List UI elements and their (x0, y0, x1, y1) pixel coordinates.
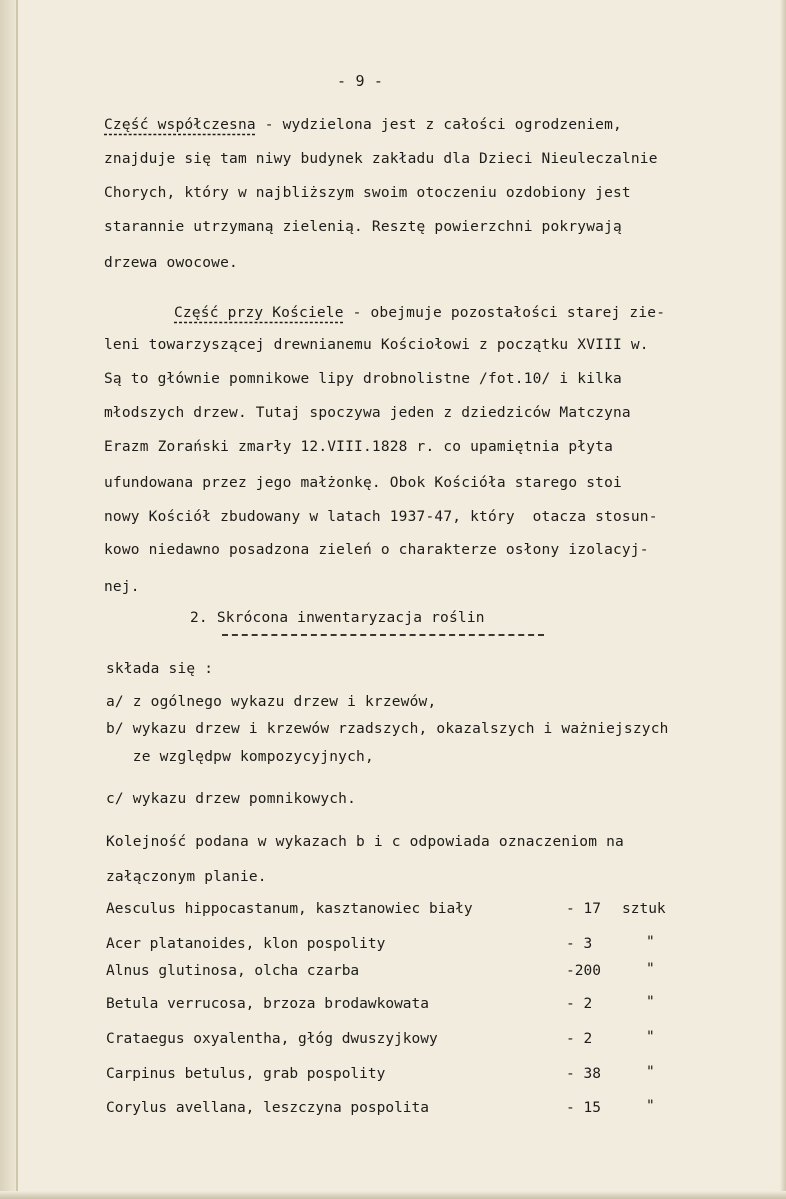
paragraph-1-line-5: drzewa owocowe. (104, 255, 238, 271)
inventory-unit: " (646, 934, 655, 950)
page-right-edge (780, 0, 786, 1199)
paragraph-2-line-8: kowo niedawno posadzona zieleń o charakterze osłony izolacyj- (104, 542, 649, 558)
inventory-name: Betula verrucosa, brzoza brodawkowata (106, 996, 430, 1012)
inventory-name: Corylus avellana, leszczyna pospolita (106, 1100, 430, 1116)
consists-line: składa się : (106, 661, 214, 677)
paragraph-1-heading: Część współczesna (104, 117, 256, 133)
paragraph-2-line-2: leni towarzyszącej drewnianemu Kościołowi z początku XVIII w. (104, 337, 649, 353)
paragraph-2-line-5: Erazm Zorański zmarły 12.VIII.1828 r. co upamiętnia płyta (104, 439, 613, 455)
inventory-name: Alnus glutinosa, olcha czarba (106, 963, 360, 979)
paragraph-2-line-9: nej. (104, 579, 140, 595)
inventory-name: Crataegus oxyalentha, głóg dwuszyjkowy (106, 1031, 438, 1047)
inventory-qty: - 17 (566, 901, 601, 917)
inventory-unit: " (646, 1029, 655, 1045)
section-2-heading (190, 609, 485, 627)
list-item-a: a/ z ogólnego wykazu drzew i krzewów, (106, 694, 437, 710)
page-number: - 9 - (337, 72, 384, 90)
section-2-underline (222, 634, 544, 636)
paragraph-2-line-7: nowy Kościół zbudowany w latach 1937-47, który otacza stosun- (104, 509, 658, 525)
paragraph-2-line-3: Są to głównie pomnikowe lipy drobnolistne /fot.10/ i kilka (104, 371, 622, 387)
page-bottom-edge (0, 1191, 786, 1199)
inventory-unit: " (646, 1064, 655, 1080)
paragraph-1-line-1: Część współczesna - wydzielona jest z całości ogrodzeniem, (104, 117, 622, 133)
list-item-c: c/ wykazu drzew pomnikowych. (106, 791, 357, 807)
inventory-qty: - 2 (566, 996, 593, 1012)
list-item-b-line-2: ze względpw kompozycyjnych, (106, 749, 374, 765)
inventory-qty: - 15 (566, 1100, 601, 1116)
inventory-qty: - 3 (566, 936, 593, 952)
inventory-name: Acer platanoides, klon pospolity (106, 936, 386, 952)
paragraph-2-line-4: młodszych drzew. Tutaj spoczywa jeden z dziedziców Matczyna (104, 405, 631, 421)
section-2-title: Skrócona inwentaryzacja roślin (216, 610, 485, 626)
paragraph-2-line-1: Część przy Kościele - obejmuje pozostałości starej zie- (174, 305, 666, 321)
paragraph-1-line-4: starannie utrzymaną zielenią. Resztę powierzchni pokrywają (104, 219, 622, 235)
inventory-name: Aesculus hippocastanum, kasztanowiec biały (106, 901, 473, 917)
binding-fold (16, 0, 18, 1199)
inventory-qty: -200 (566, 963, 601, 979)
inventory-unit: " (646, 961, 655, 977)
paragraph-1-line-2: znajduje się tam niwy budynek zakładu dla Dzieci Nieuleczalnie (104, 151, 658, 167)
paragraph-2-line-6: ufundowana przez jego małżonkę. Obok Kościóła starego stoi (104, 475, 622, 491)
order-note-line-1: Kolejność podana w wykazach b i c odpowiada oznaczeniom na (106, 834, 624, 850)
inventory-qty: - 38 (566, 1066, 601, 1082)
inventory-name: Carpinus betulus, grab pospolity (106, 1066, 386, 1082)
inventory-qty: - 2 (566, 1031, 593, 1047)
inventory-unit: " (646, 1098, 655, 1114)
paragraph-2-heading: Część przy Kościele (174, 305, 344, 321)
paragraph-1-line-3: Chorych, który w najbliższym swoim otoczeniu ozdobiony jest (104, 185, 631, 201)
section-2-number: 2. (190, 610, 208, 626)
inventory-unit: sztuk (622, 901, 666, 917)
inventory-unit: " (646, 994, 655, 1010)
list-item-b-line-1: b/ wykazu drzew i krzewów rzadszych, okazalszych i ważniejszych (106, 721, 669, 737)
order-note-line-2: załączonym planie. (106, 869, 267, 885)
